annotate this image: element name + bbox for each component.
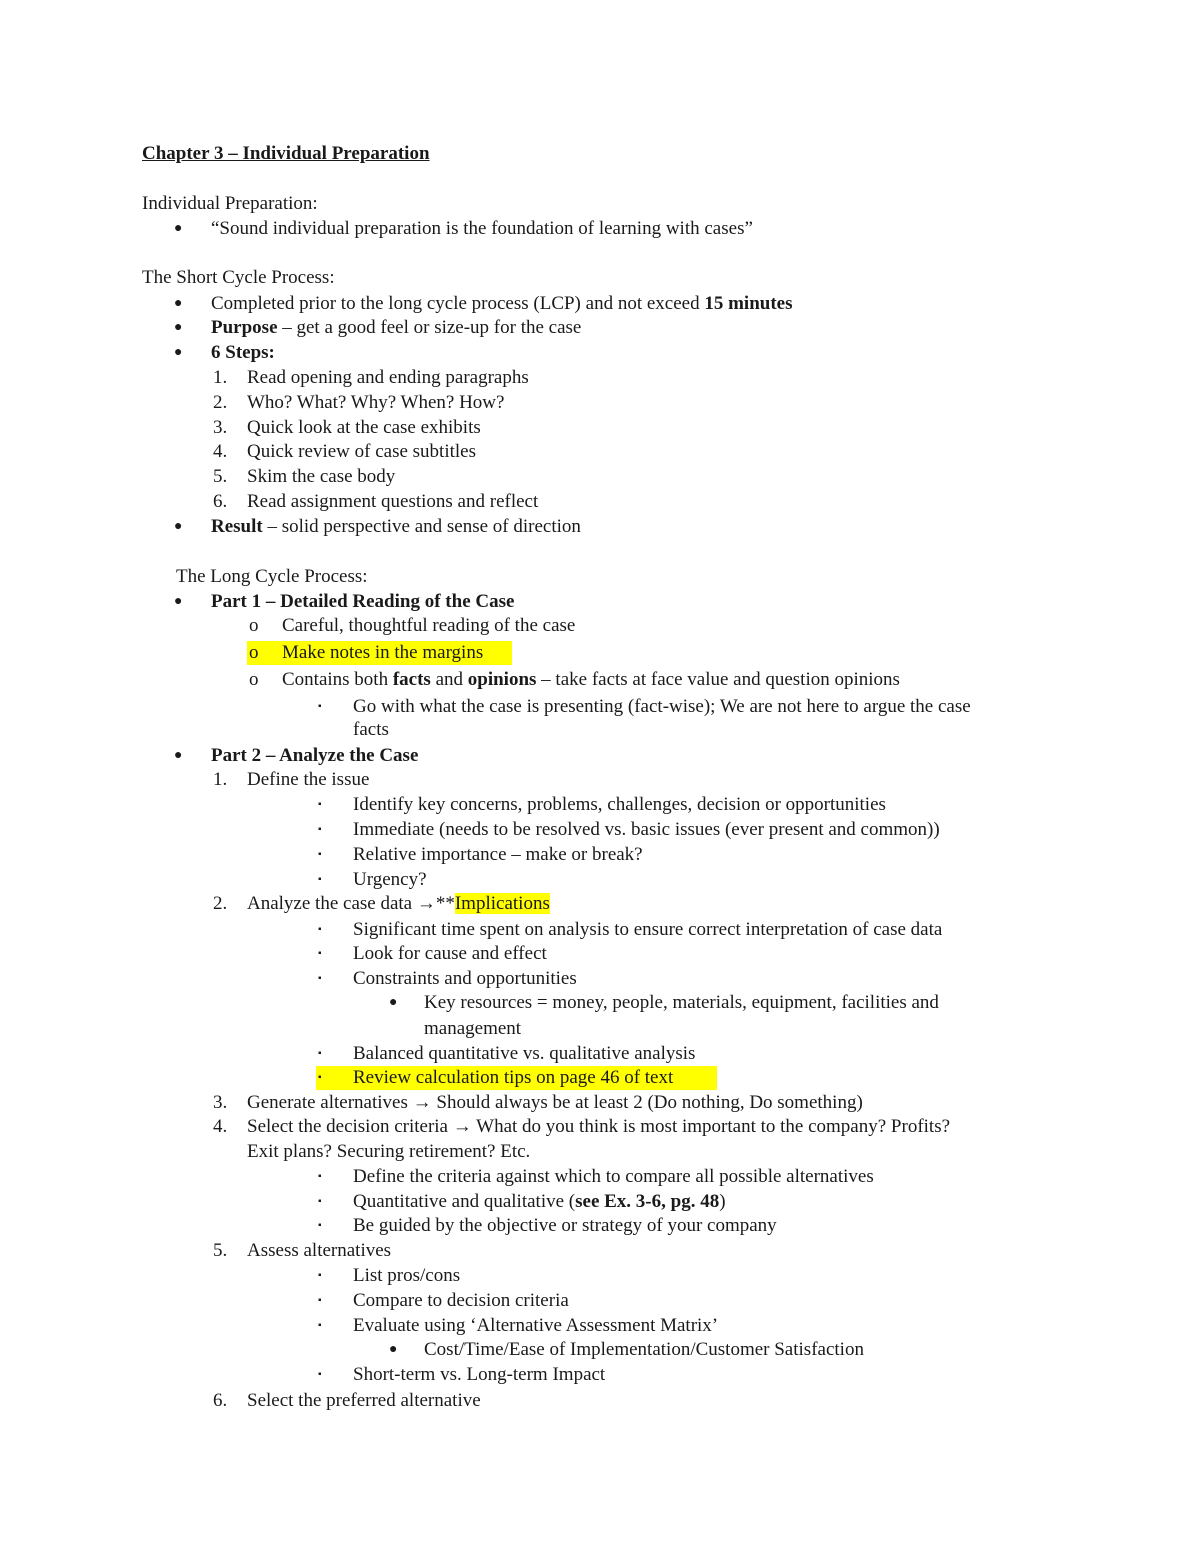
square-bullet-icon: ▪ [318, 1048, 322, 1059]
step-item-highlighted: Review calculation tips on page 46 of text [353, 1067, 674, 1088]
part1-title: Part 1 – Detailed Reading of the Case [211, 591, 515, 612]
bullet-icon: ● [174, 594, 183, 609]
step-item: Identify key concerns, problems, challenges, decision or opportunities [353, 794, 886, 815]
bullet-icon: ● [174, 748, 183, 763]
arrow-icon: → [452, 1116, 472, 1137]
circle-bullet-icon: o [249, 642, 259, 663]
step-item: Read assignment questions and reflect [247, 491, 539, 512]
list-number: 2. [213, 392, 228, 413]
list-number: 3. [213, 1092, 228, 1113]
square-bullet-icon: ▪ [318, 973, 322, 984]
step-item: Relative importance – make or break? [353, 844, 643, 865]
individual-heading: Individual Preparation: [142, 193, 318, 214]
list-number: 6. [213, 1390, 228, 1411]
short-cycle-item: Purpose – get a good feel or size-up for the case [211, 317, 582, 338]
bullet-icon: ● [389, 995, 398, 1010]
short-cycle-item: 6 Steps: [211, 342, 275, 363]
step-item: Quick look at the case exhibits [247, 417, 481, 438]
step-label: Assess alternatives [247, 1240, 392, 1261]
arrow-icon: → [412, 1092, 432, 1113]
square-bullet-icon: ▪ [318, 1320, 322, 1331]
square-bullet-icon: ▪ [318, 824, 322, 835]
chapter-title: Chapter 3 – Individual Preparation [142, 143, 430, 164]
long-cycle-heading: The Long Cycle Process: [176, 566, 368, 587]
step-item: List pros/cons [353, 1265, 461, 1286]
step-item: Quantitative and qualitative (see Ex. 3-6, pg. 48) [353, 1191, 726, 1212]
step-item: Significant time spent on analysis to ensure correct interpretation of case data [353, 919, 943, 940]
list-number: 5. [213, 1240, 228, 1261]
square-bullet-icon: ▪ [318, 1072, 322, 1083]
part1-detail: facts [353, 719, 389, 740]
list-number: 2. [213, 893, 228, 914]
short-cycle-item: Completed prior to the long cycle process (LCP) and not exceed 15 minutes [211, 293, 793, 314]
list-number: 1. [213, 367, 228, 388]
square-bullet-icon: ▪ [318, 1295, 322, 1306]
list-number: 5. [213, 466, 228, 487]
step-label: Select the preferred alternative [247, 1390, 481, 1411]
square-bullet-icon: ▪ [318, 948, 322, 959]
list-number: 4. [213, 441, 228, 462]
step-item: Balanced quantitative vs. qualitative analysis [353, 1043, 696, 1064]
step-item: Skim the case body [247, 466, 396, 487]
arrow-icon: → [416, 893, 436, 914]
square-bullet-icon: ▪ [318, 924, 322, 935]
step-item: Short-term vs. Long-term Impact [353, 1364, 606, 1385]
step-item: Read opening and ending paragraphs [247, 367, 529, 388]
square-bullet-icon: ▪ [318, 849, 322, 860]
square-bullet-icon: ▪ [318, 1220, 322, 1231]
list-number: 4. [213, 1116, 228, 1137]
step-item: Quick review of case subtitles [247, 441, 476, 462]
step-subitem: Key resources = money, people, materials, equipment, facilities and [424, 992, 939, 1013]
step-item: Urgency? [353, 869, 427, 890]
square-bullet-icon: ▪ [318, 799, 322, 810]
step-subitem: Cost/Time/Ease of Implementation/Customer Satisfaction [424, 1339, 864, 1360]
bullet-icon: ● [174, 320, 183, 335]
square-bullet-icon: ▪ [318, 1270, 322, 1281]
bullet-icon: ● [174, 296, 183, 311]
step-label: Analyze the case data →**Implications [247, 893, 550, 914]
square-bullet-icon: ▪ [318, 1196, 322, 1207]
step-label: Select the decision criteria → What do you think is most important to the company? Profits? [247, 1116, 951, 1137]
square-bullet-icon: ▪ [318, 1369, 322, 1380]
step-label: Define the issue [247, 769, 370, 790]
step-item: Constraints and opportunities [353, 968, 577, 989]
bullet-icon: ● [174, 519, 183, 534]
short-cycle-heading: The Short Cycle Process: [142, 267, 335, 288]
part1-item: Careful, thoughtful reading of the case [282, 615, 576, 636]
bullet-icon: ● [389, 1342, 398, 1357]
quote-text: “Sound individual preparation is the foundation of learning with cases” [211, 218, 753, 239]
step-label-cont: Exit plans? Securing retirement? Etc. [247, 1141, 531, 1162]
bullet-icon: ● [174, 345, 183, 360]
step-item: Be guided by the objective or strategy of your company [353, 1215, 777, 1236]
bullet-icon: ● [174, 221, 183, 236]
step-item: Define the criteria against which to compare all possible alternatives [353, 1166, 874, 1187]
step-item: Compare to decision criteria [353, 1290, 569, 1311]
square-bullet-icon: ▪ [318, 701, 322, 712]
short-cycle-item: Result – solid perspective and sense of direction [211, 516, 581, 537]
step-item: Immediate (needs to be resolved vs. basic issues (ever present and common)) [353, 819, 940, 840]
list-number: 3. [213, 417, 228, 438]
part1-item: Contains both facts and opinions – take facts at face value and question opinions [282, 669, 900, 690]
list-number: 6. [213, 491, 228, 512]
circle-bullet-icon: o [249, 615, 259, 636]
step-item: Look for cause and effect [353, 943, 547, 964]
part2-title: Part 2 – Analyze the Case [211, 745, 419, 766]
step-item: Who? What? Why? When? How? [247, 392, 505, 413]
part1-item-highlighted: Make notes in the margins [282, 642, 484, 663]
step-item: Evaluate using ‘Alternative Assessment Matrix’ [353, 1315, 719, 1336]
step-subitem: management [424, 1018, 522, 1039]
part1-detail: Go with what the case is presenting (fact-wise); We are not here to argue the case [353, 696, 971, 717]
list-number: 1. [213, 769, 228, 790]
square-bullet-icon: ▪ [318, 874, 322, 885]
step-label: Generate alternatives → Should always be at least 2 (Do nothing, Do something) [247, 1092, 863, 1113]
square-bullet-icon: ▪ [318, 1171, 322, 1182]
circle-bullet-icon: o [249, 669, 259, 690]
